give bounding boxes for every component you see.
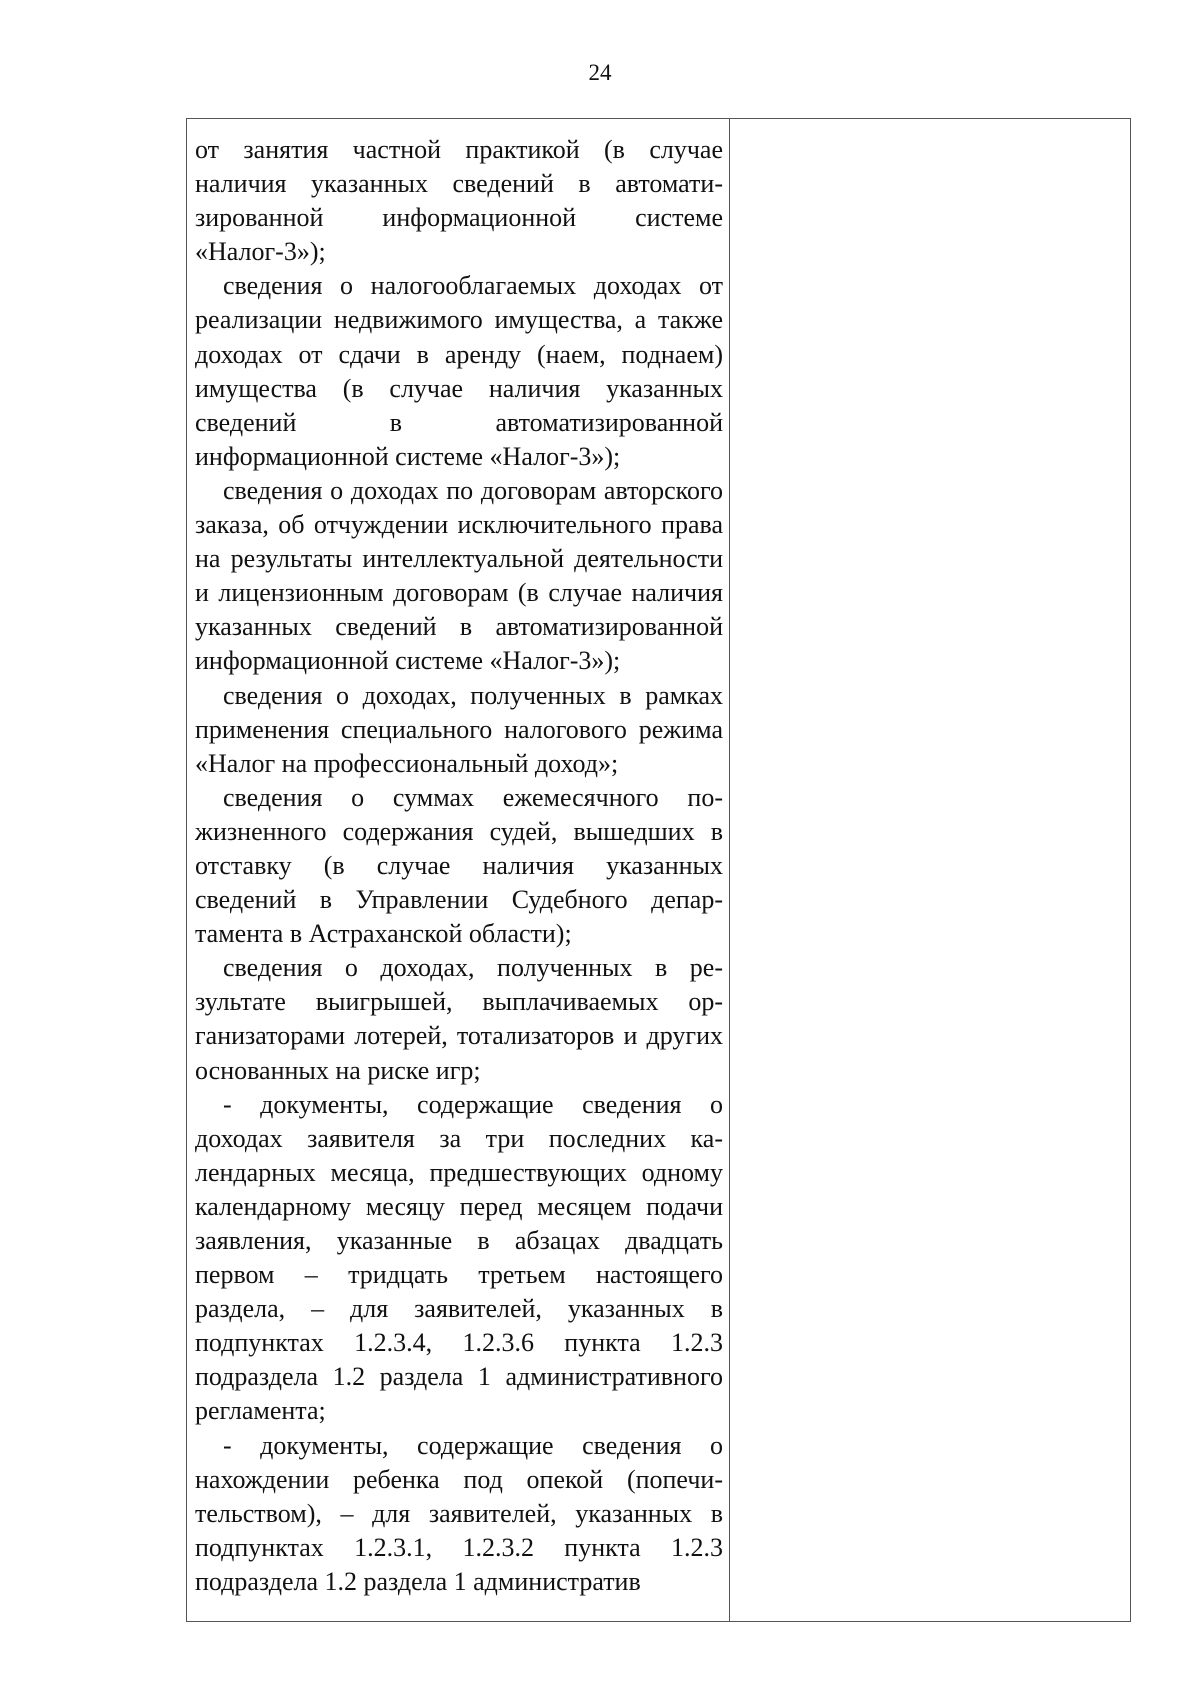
table-row xyxy=(187,119,1131,1622)
paragraph: сведения о доходах, полученных в результате выигрышей, выплачиваемых организаторами лотерей, тотализаторов и других основанных на риске игр; xyxy=(195,953,723,1085)
paragraph: от занятия частной практикой (в случае наличия указанных сведений в автоматизированной информационной системе «Налог-3»); xyxy=(195,135,723,267)
paragraph: сведения о суммах ежемесячного пожизненного содержания судей, вышедших в отставку (в случае наличия указанных сведений в Управлении Судебного департамента в Астраханской области); xyxy=(195,782,723,949)
left-column-text xyxy=(187,119,729,1599)
table-cell-left xyxy=(187,119,730,1622)
document-table xyxy=(186,118,1131,1622)
paragraph: сведения о налогооблагаемых доходах от реализации недвижимого имущества, а также доходах от сдачи в аренду (наем, поднаем) имущества (в случае наличия указанных сведений в автоматизированной информационной системе «Налог-3»); xyxy=(195,271,723,471)
table-cell-right xyxy=(730,119,1131,1622)
paragraph: сведения о доходах, полученных в рамках применения специального налогового режима «Налог на профессиональный доход»; xyxy=(195,680,723,778)
paragraph: - документы, содержащие сведения о нахождении ребенка под опекой (попечительством), – для заявителей, указанных в подпунктах 1.2.3.1, 1.2.3.2 пункта 1.2.3 подраздела 1.2 раздела 1 административ xyxy=(195,1430,723,1596)
paragraph: - документы, содержащие сведения о доходах заявителя за три последних календарных месяца, предшествующих одному календарному месяцу перед месяцем подачи заявления, указанные в абзацах двадцать первом – тридцать третьем настоящего раздела, – для заявителей, указанных в подпунктах 1.2.3.4, 1.2.3.6 пункта 1.2.3 подраздела 1.2 раздела 1 административного регламента; xyxy=(195,1089,723,1426)
page-number: 24 xyxy=(588,60,612,85)
paragraph: сведения о доходах по договорам авторского заказа, об отчуждении исключительного права на результаты интеллектуальной деятельности и лицензионным договорам (в случае наличия указанных сведений в автоматизированной информационной системе «Налог-3»); xyxy=(195,475,723,676)
